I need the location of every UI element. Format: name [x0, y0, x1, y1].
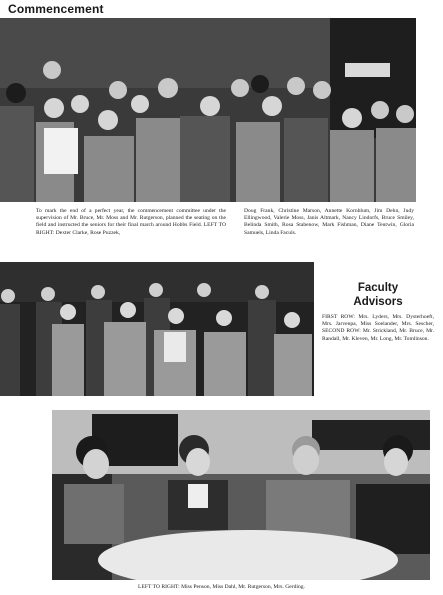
advisors-title-line1: Faculty — [357, 282, 399, 294]
advisors-caption: FIRST ROW: Mrs. Lyders, Mrs. Dysterhoeft, Mrs. Jarvenpa, Miss Soelander, Mrs. Sescher, SECOND ROW: Mr. Strickland, Mr. Bruce, Mr. Randall, Mr. Kleven, Mr. Long, Mr. Tomlinson. — [322, 314, 434, 342]
advisors-title — [322, 281, 434, 309]
bottom-caption: LEFT TO RIGHT: Miss Penson, Miss Dahl, Mr. Rutgerson, Mrs. Gerding. — [138, 584, 305, 590]
commencement-photo — [0, 18, 416, 202]
commencement-caption-left: To mark the end of a perfect year, the commencement committee under the supervision of Mr. Bruce, Mr. Moss and Mr. Rutgerson, planned the seating on the field and instructed the seniors for their final march around Hobbs Field. LEFT TO RIGHT: Dexter Clarke, Rose Puzzek, — [36, 208, 226, 236]
commencement-caption-right: Doug Frank, Christine Marson, Annette Kornblum, Jim Dehn, Judy Ellingwood, Valerie Moss, Janis Altmark, Nancy Lindorfs, Bruce Smiley, Belinda Smith, Rosa Stabenow, Mark Fishman, Diane Teutwin, Gloria Samuels, Linda Faculs. — [244, 208, 414, 236]
page-heading: Commencement — [8, 2, 104, 16]
advisors-title-line2: Advisors — [353, 296, 403, 308]
faculty-advisors-photo — [0, 262, 314, 396]
advisors-table-photo — [52, 410, 430, 580]
